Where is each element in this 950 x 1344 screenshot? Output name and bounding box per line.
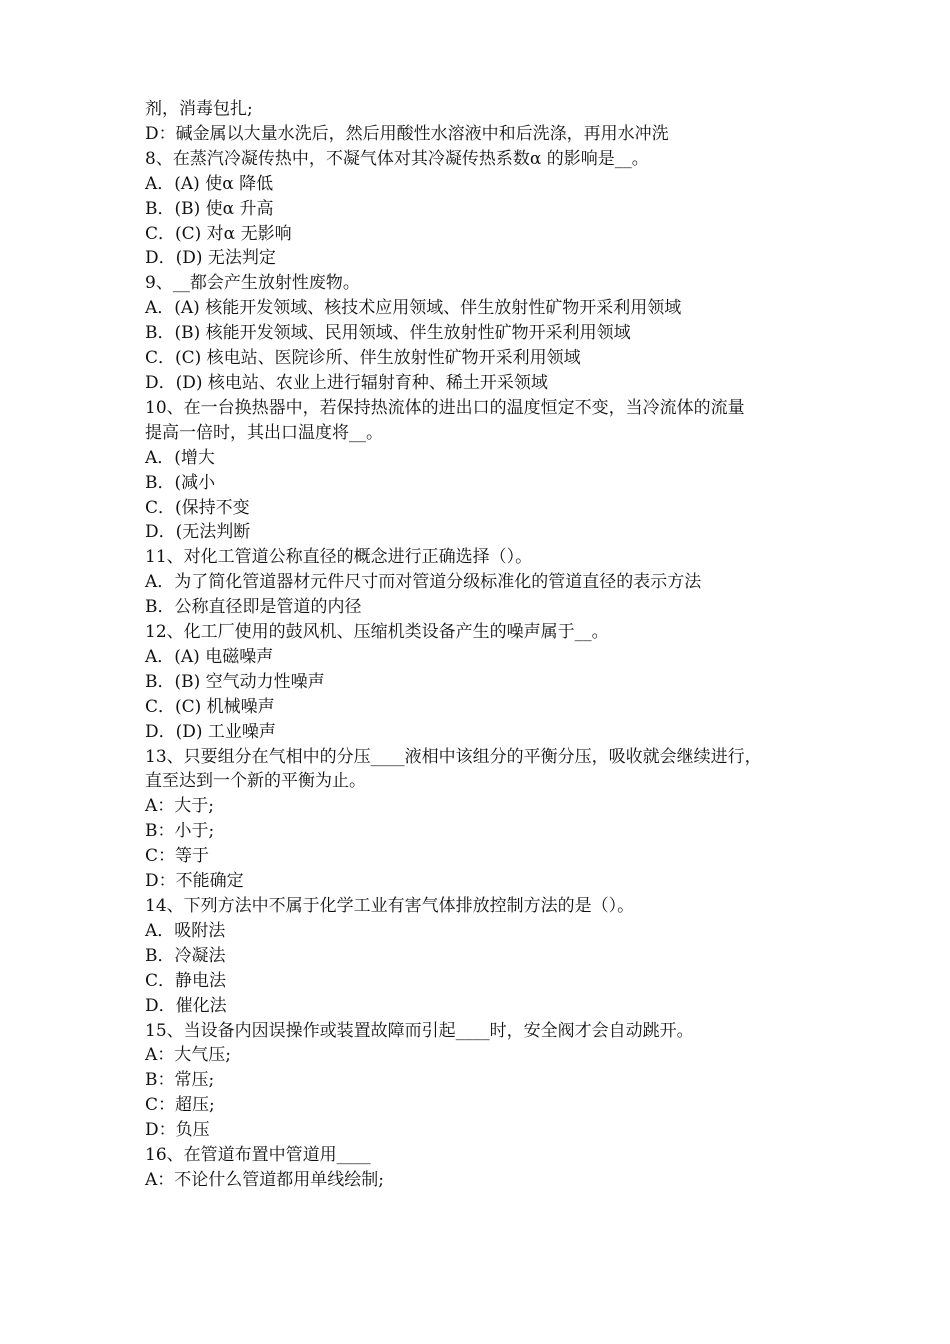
document-body bbox=[145, 97, 815, 1193]
question-16: 16、在管道布置中管道用____ bbox=[145, 1145, 371, 1166]
question-15: 15、当设备内因误操作或装置故障而引起____时，安全阀才会自动跳开。 bbox=[145, 1020, 694, 1041]
option-d: D．(D) 工业噪声 bbox=[145, 721, 276, 742]
option-b: B．(B) 空气动力性噪声 bbox=[145, 671, 325, 692]
option-a: A．(A) 电磁噪声 bbox=[145, 646, 274, 667]
text-line: D：碱金属以大量水洗后，然后用酸性水溶液中和后洗涤，再用水冲洗 bbox=[145, 123, 669, 144]
question-9: 9、__都会产生放射性废物。 bbox=[145, 273, 360, 294]
option-c: C：超压; bbox=[145, 1095, 215, 1116]
text-line: 剂，消毒包扎; bbox=[145, 99, 253, 119]
option-d: D：负压 bbox=[145, 1120, 210, 1141]
option-c: C．静电法 bbox=[145, 970, 227, 991]
option-b: B．公称直径即是管道的内径 bbox=[145, 597, 362, 618]
question-13-continued: 直至达到一个新的平衡为止。 bbox=[145, 771, 366, 792]
option-a: A．为了简化管道器材元件尺寸而对管道分级标准化的管道直径的表示方法 bbox=[145, 572, 702, 593]
question-10-continued: 提高一倍时，其出口温度将__。 bbox=[145, 422, 383, 443]
option-d: D．(D) 核电站、农业上进行辐射育种、稀土开采领域 bbox=[145, 372, 548, 393]
question-14: 14、下列方法中不属于化学工业有害气体排放控制方法的是（）。 bbox=[145, 896, 635, 916]
option-b: B．(B) 核能开发领域、民用领域、伴生放射性矿物开采利用领域 bbox=[145, 323, 631, 344]
option-d: D．(无法判断 bbox=[145, 522, 251, 543]
option-a: A：不论什么管道都用单线绘制; bbox=[145, 1169, 385, 1190]
option-a: A：大于; bbox=[145, 796, 215, 817]
option-c: C．(保持不变 bbox=[145, 497, 250, 518]
option-a: A．吸附法 bbox=[145, 920, 226, 941]
option-c: C．(C) 机械噪声 bbox=[145, 696, 275, 717]
option-a: A：大气压; bbox=[145, 1045, 232, 1066]
option-a: A．(A) 使α 降低 bbox=[145, 173, 274, 194]
option-c: C：等于 bbox=[145, 846, 210, 867]
question-11: 11、对化工管道公称直径的概念进行正确选择（）。 bbox=[145, 547, 533, 568]
option-b: B．(B) 使α 升高 bbox=[145, 198, 274, 219]
option-c: C．(C) 核电站、医院诊所、伴生放射性矿物开采利用领域 bbox=[145, 348, 581, 369]
option-c: C．(C) 对α 无影响 bbox=[145, 223, 292, 244]
option-d: D．(D) 无法判定 bbox=[145, 248, 276, 269]
option-d: D．催化法 bbox=[145, 995, 227, 1016]
option-d: D：不能确定 bbox=[145, 871, 244, 892]
question-13: 13、只要组分在气相中的分压____液相中该组分的平衡分压，吸收就会继续进行， bbox=[145, 746, 762, 767]
option-a: A．(增大 bbox=[145, 447, 215, 468]
option-a: A．(A) 核能开发领域、核技术应用领域、伴生放射性矿物开采利用领域 bbox=[145, 298, 682, 319]
question-12: 12、化工厂使用的鼓风机、压缩机类设备产生的噪声属于__。 bbox=[145, 622, 609, 643]
option-b: B：小于; bbox=[145, 821, 215, 842]
option-b: B．冷凝法 bbox=[145, 945, 226, 966]
question-8: 8、在蒸汽冷凝传热中，不凝气体对其冷凝传热系数α 的影响是__。 bbox=[145, 148, 649, 169]
option-b: B．(减小 bbox=[145, 472, 216, 493]
option-b: B：常压; bbox=[145, 1070, 215, 1091]
question-10: 10、在一台换热器中，若保持热流体的进出口的温度恒定不变，当冷流体的流量 bbox=[145, 397, 745, 418]
